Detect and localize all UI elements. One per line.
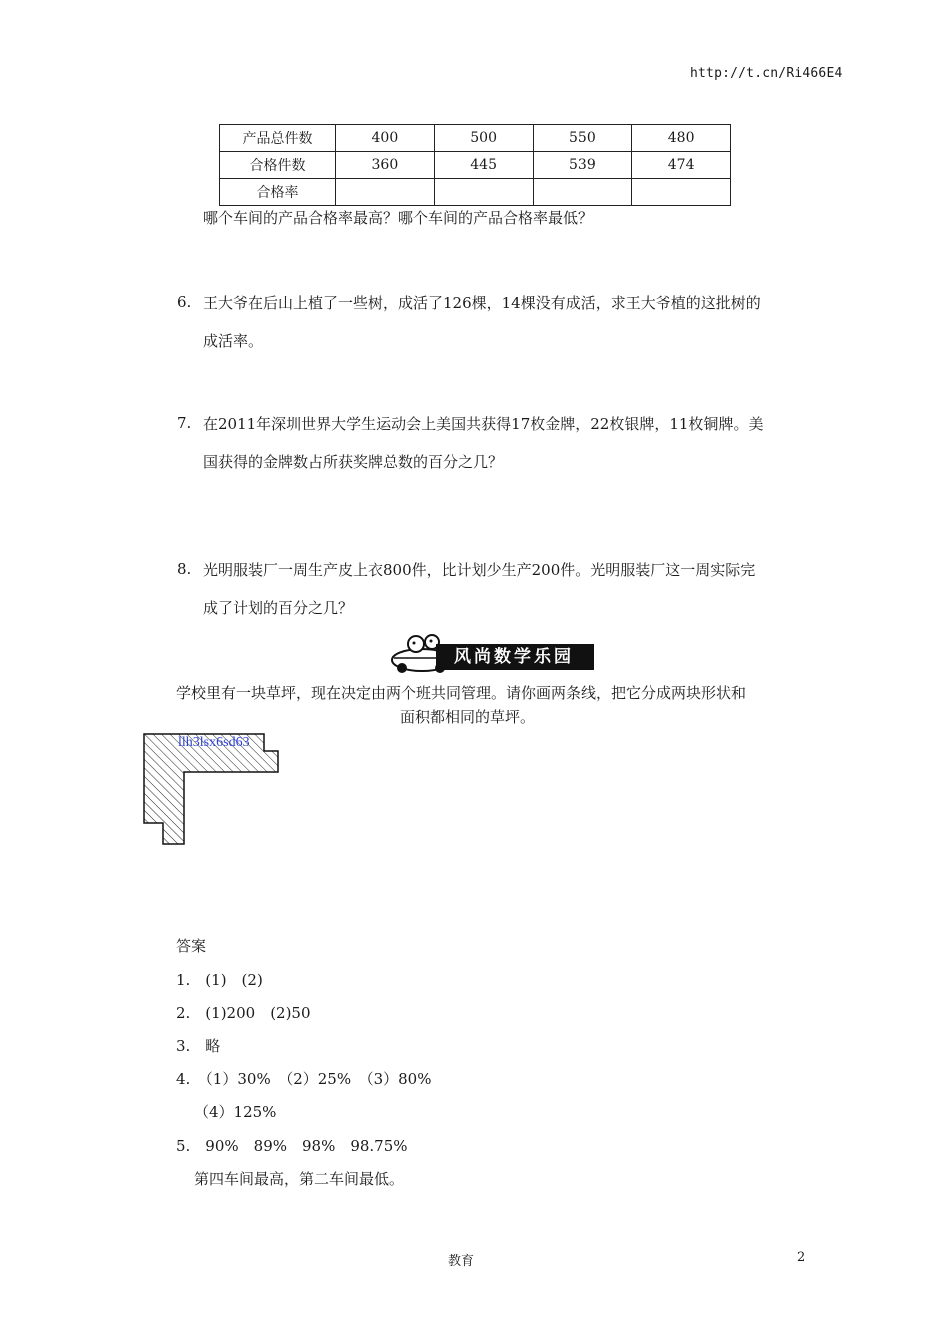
section-banner (386, 632, 596, 674)
answer-2: 2. (1)200 (2)50 (176, 1004, 311, 1022)
table-cell: 500 (434, 125, 533, 152)
section-line2: 面积都相同的草坪。 (400, 708, 536, 726)
answers-title: 答案 (176, 937, 207, 955)
answer-5: 5. 90% 89% 98% 98.75% (176, 1137, 408, 1155)
header-url: http://t.cn/Ri466E4 (690, 66, 843, 81)
q6-number: 6. (177, 293, 192, 311)
q8-line1: 光明服装厂一周生产皮上衣800件，比计划少生产200件。光明服装厂这一周实际完 (203, 561, 756, 579)
table-row-header: 合格件数 (220, 152, 336, 179)
table-cell: 474 (632, 152, 731, 179)
section-line1: 学校里有一块草坪，现在决定由两个班共同管理。请你画两条线，把它分成两块形状和 (176, 684, 747, 702)
answer-4b: （4）125% (194, 1103, 277, 1121)
answer-5b: 第四车间最高，第二车间最低。 (194, 1170, 405, 1188)
table-cell (533, 179, 632, 206)
table-row-header: 合格率 (220, 179, 336, 206)
banner-arrow-tip (576, 644, 592, 670)
table-cell: 445 (434, 152, 533, 179)
answer-3: 3. 略 (176, 1037, 221, 1055)
table-cell (632, 179, 731, 206)
answer-1: 1. (1) (2) (176, 971, 263, 989)
q7-line1: 在2011年深圳世界大学生运动会上美国共获得17枚金牌，22枚银牌，11枚铜牌。美 (203, 415, 764, 433)
q7-number: 7. (177, 414, 192, 432)
table-cell: 480 (632, 125, 731, 152)
watermark-link[interactable]: llh3lsx6sd63 (178, 735, 250, 750)
q8-number: 8. (177, 560, 192, 578)
q6-line1: 王大爷在后山上植了一些树，成活了126棵，14棵没有成活，求王大爷植的这批树的 (203, 294, 761, 312)
table-cell: 539 (533, 152, 632, 179)
table-cell (336, 179, 435, 206)
table-row (220, 125, 731, 152)
qualification-table (219, 124, 731, 206)
page-number: 2 (797, 1250, 806, 1265)
q7-line2: 国获得的金牌数占所获奖牌总数的百分之几？ (203, 453, 504, 471)
table-row (220, 179, 731, 206)
banner-title: 风尚数学乐园 (436, 644, 594, 670)
table-row (220, 152, 731, 179)
table-row-header: 产品总件数 (220, 125, 336, 152)
answer-4: 4. （1）30% （2）25% （3）80% (176, 1070, 432, 1088)
q5-followup: 哪个车间的产品合格率最高？哪个车间的产品合格率最低？ (203, 209, 594, 227)
table-cell: 360 (336, 152, 435, 179)
table-cell (434, 179, 533, 206)
table-cell: 400 (336, 125, 435, 152)
q6-line2: 成活率。 (203, 332, 264, 350)
table-cell: 550 (533, 125, 632, 152)
footer-label: 教育 (448, 1254, 475, 1269)
q8-line2: 成了计划的百分之几？ (203, 599, 354, 617)
